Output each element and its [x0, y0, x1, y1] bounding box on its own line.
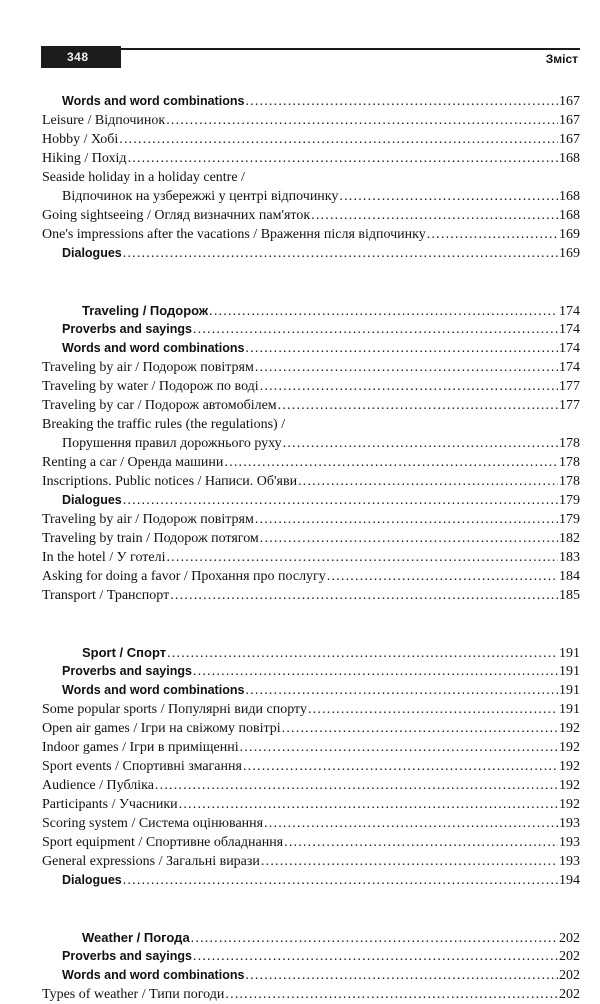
entry-title: Words and word combinations: [62, 683, 245, 697]
entry-title: Dialogues: [62, 873, 122, 887]
entry-page: 177: [559, 398, 580, 413]
entry-page: 184: [559, 569, 580, 584]
toc-entry[interactable]: [42, 130, 580, 149]
toc-entry[interactable]: [42, 567, 580, 586]
toc-entry[interactable]: [42, 168, 580, 187]
section-gap: [42, 263, 580, 282]
entry-title: Words and word combinations: [62, 94, 245, 108]
running-header: [41, 46, 580, 68]
entry-page: 194: [559, 873, 580, 888]
entry-title: Sport events / Спортивні змагання: [42, 759, 242, 774]
entry-title: Scoring system / Система оцінювання: [42, 816, 264, 831]
entry-title: Dialogues: [62, 493, 122, 507]
entry-page: 191: [559, 683, 580, 698]
toc-entry[interactable]: [42, 586, 580, 605]
entry-page: 178: [559, 436, 580, 451]
entry-title: Proverbs and sayings: [62, 949, 192, 963]
section-gap: [42, 605, 580, 624]
entry-page: 179: [559, 512, 580, 527]
entry-title: General expressions / Загальні вирази: [42, 854, 260, 869]
entry-title: Traveling by car / Подорож автомобілем: [42, 398, 277, 413]
entry-title: Traveling by air / Подорож повітрям: [42, 512, 254, 527]
entry-title: In the hotel / У готелі: [42, 550, 166, 565]
toc-entry[interactable]: [42, 510, 580, 529]
toc-entry[interactable]: [42, 681, 580, 700]
entry-title: Indoor games / Ігри в приміщенні: [42, 740, 239, 755]
entry-page: 177: [559, 379, 580, 394]
entry-title: Types of weather / Типи погоди: [42, 987, 225, 1002]
entry-title: Sport / Спорт: [82, 645, 167, 660]
entry-title: Open air games / Ігри на свіжому повітрі: [42, 721, 281, 736]
toc-entry[interactable]: [42, 225, 580, 244]
entry-page: 191: [559, 646, 580, 661]
entry-page: 174: [559, 341, 580, 356]
entry-title: Traveling by water / Подорож по воді: [42, 379, 259, 394]
toc-entry[interactable]: [42, 472, 580, 491]
toc-entry[interactable]: [42, 795, 580, 814]
entry-title: Traveling / Подорож: [82, 303, 209, 318]
toc-entry[interactable]: [42, 301, 580, 320]
page-number: 348: [41, 46, 121, 68]
toc-entry[interactable]: [42, 434, 580, 453]
entry-page: 167: [559, 132, 580, 147]
toc-entry[interactable]: [42, 111, 580, 130]
entry-page: 168: [559, 189, 580, 204]
section-title: Зміст: [545, 52, 578, 66]
entry-title: Dialogues: [62, 246, 122, 260]
section-gap: [42, 890, 580, 909]
entry-page: 168: [559, 208, 580, 223]
toc-entry[interactable]: [42, 339, 580, 358]
entry-page: 183: [559, 550, 580, 565]
toc-entry[interactable]: [42, 244, 580, 263]
toc-entry[interactable]: [42, 453, 580, 472]
entry-title: Participants / Учасники: [42, 797, 178, 812]
entry-page: 178: [559, 474, 580, 489]
entry-page: 202: [559, 968, 580, 983]
entry-page: 174: [559, 304, 580, 319]
entry-title: Transport / Транспорт: [42, 588, 170, 603]
entry-title: Traveling by air / Подорож повітрям: [42, 360, 254, 375]
toc-entry[interactable]: [42, 415, 580, 434]
toc-entry[interactable]: [42, 358, 580, 377]
toc-entry[interactable]: [42, 396, 580, 415]
entry-page: 193: [559, 854, 580, 869]
toc-entry[interactable]: [42, 149, 580, 168]
entry-page: 192: [559, 778, 580, 793]
entry-page: 191: [559, 702, 580, 717]
entry-page: 193: [559, 816, 580, 831]
toc-entry[interactable]: [42, 491, 580, 510]
toc-entry[interactable]: [42, 700, 580, 719]
toc-entry[interactable]: [42, 833, 580, 852]
entry-page: 174: [559, 360, 580, 375]
entry-page: 167: [559, 113, 580, 128]
toc-entry[interactable]: [42, 643, 580, 662]
section-gap: [42, 282, 580, 301]
toc-entry[interactable]: [42, 814, 580, 833]
entry-title: Seaside holiday in a holiday centre /: [42, 170, 245, 185]
entry-page: 168: [559, 151, 580, 166]
entry-page: 179: [559, 493, 580, 508]
toc-entry[interactable]: [42, 757, 580, 776]
entry-title: Sport equipment / Спортивне обладнання: [42, 835, 284, 850]
entry-page: 191: [559, 664, 580, 679]
toc-entry[interactable]: [42, 92, 580, 111]
toc-entry[interactable]: [42, 187, 580, 206]
entry-page: 169: [559, 246, 580, 261]
entry-page: 193: [559, 835, 580, 850]
entry-title: Audience / Публіка: [42, 778, 154, 793]
entry-title: Hobby / Хобі: [42, 132, 119, 147]
toc-entry[interactable]: [42, 377, 580, 396]
section-gap: [42, 909, 580, 928]
toc-entry[interactable]: [42, 662, 580, 681]
table-of-contents: [42, 92, 580, 1004]
section-gap: [42, 624, 580, 643]
toc-entry[interactable]: [42, 320, 580, 339]
toc-entry[interactable]: [42, 738, 580, 757]
entry-title: Inscriptions. Public notices / Написи. Об'яви: [42, 474, 298, 489]
entry-title: Traveling by train / Подорож потягом: [42, 531, 259, 546]
toc-entry[interactable]: [42, 548, 580, 567]
entry-title: Proverbs and sayings: [62, 664, 192, 678]
header-rule: [41, 48, 580, 50]
toc-entry[interactable]: [42, 947, 580, 966]
entry-title: Asking for doing a favor / Прохання про послугу: [42, 569, 326, 584]
entry-title: Proverbs and sayings: [62, 322, 192, 336]
entry-page: 192: [559, 721, 580, 736]
entry-page: 192: [559, 740, 580, 755]
toc-entry[interactable]: [42, 529, 580, 548]
entry-title: Renting a car / Оренда машини: [42, 455, 224, 470]
entry-title: Weather / Погода: [82, 930, 190, 945]
entry-title: Breaking the traffic rules (the regulations) /: [42, 417, 286, 432]
entry-page: 182: [559, 531, 580, 546]
entry-page: 167: [559, 94, 580, 109]
entry-title: Going sightseeing / Огляд визначних пам'яток: [42, 208, 311, 223]
entry-page: 202: [559, 987, 580, 1002]
entry-page: 178: [559, 455, 580, 470]
entry-title: Some popular sports / Популярні види спорту: [42, 702, 307, 717]
entry-page: 202: [559, 931, 580, 946]
entry-title: Words and word combinations: [62, 968, 245, 982]
entry-title: Words and word combinations: [62, 341, 245, 355]
entry-title: Порушення правил дорожнього руху: [62, 436, 282, 451]
toc-entry[interactable]: [42, 871, 580, 890]
toc-entry[interactable]: [42, 852, 580, 871]
entry-page: 174: [559, 322, 580, 337]
entry-title: Leisure / Відпочинок: [42, 113, 166, 128]
toc-entry[interactable]: [42, 776, 580, 795]
entry-page: 192: [559, 759, 580, 774]
entry-page: 192: [559, 797, 580, 812]
toc-entry[interactable]: [42, 928, 580, 947]
entry-page: 185: [559, 588, 580, 603]
entry-title: Hiking / Похід: [42, 151, 127, 166]
entry-page: 202: [559, 949, 580, 964]
entry-title: One's impressions after the vacations / Враження після відпочинку: [42, 227, 426, 242]
toc-entry[interactable]: [42, 719, 580, 738]
entry-page: 169: [559, 227, 580, 242]
toc-entry[interactable]: [42, 206, 580, 225]
toc-entry[interactable]: [42, 985, 580, 1004]
entry-title: Відпочинок на узбережжі у центрі відпочинку: [62, 189, 339, 204]
toc-entry[interactable]: [42, 966, 580, 985]
